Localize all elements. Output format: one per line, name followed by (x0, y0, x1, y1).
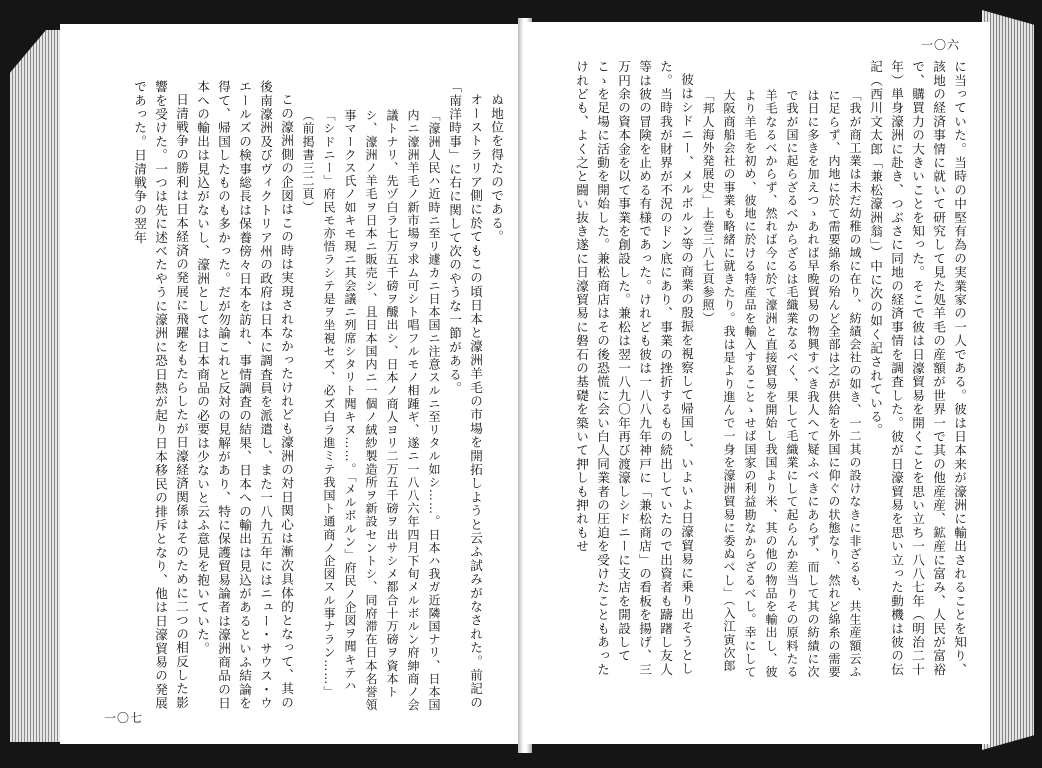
right-page-number: 一〇六 (920, 38, 960, 52)
left-quote-block: 「濠洲人民ハ近時ニ至リ遽カニ日本国ニ注意スルニ至リタル如シ……。日本ハ我ガ近隣国ナリ、日本国内ニ濠洲羊毛ノ新市場ヲ求ム可シト唱フルモノ相踵ギ、遂ニ一八八六年四月下旬メルボルン府紳商ノ会議トナリ、先ヅ白ラ七万五千磅ヲ醵出シ、日本ノ商人ヨリ二万五千磅ヲ出サシメ都合十万磅ヲ資本トシ、濠洲ノ羊毛ヲ日本ニ販売シ、且日本国内ニ一個ノ絨紗製造所ヲ新設セントシ、同府滞在日本名誉領事マークス氏ノ如キモ現ニ其会議ニ列席シタリト聞キヌ……。「メルボルン」府民ノ企図ヲ聞キテハ「シドニー」府民モ亦悟ラシテ是ヲ坐視セズ、必ズ白ラ進ミテ我国ト通商ノ企図スル事ナラン……」（前掲書三二頁） (301, 108, 441, 712)
left-paragraph-4: 日清戦争の勝利は日本経済の発展に飛躍をもたらしたが日濠経済関係はそのために二つの相反した影響を受けた。一つは先に述べたやうに濠洲に恐日熱が起り日本移民の排斥となり、他は日濠貿易の発展であった。日清戦争の翌年 (132, 80, 189, 711)
left-page-number: 一〇七 (104, 711, 144, 725)
right-quote-block: 「我が商工業は未だ幼稚の域に在り、紡績会社の如き、一二其の設けなきに非ざるも、共生産額云ふに足らず、内地に於て需要綿糸の殆んど全部は之が供給を外国に仰ぐの状態なり、然れど綿糸の需要は日に多きを加えつゝあれば早晩貿易の物興すべき我人へて疑ふべきにあらず、而して其の紡績に次で我が国に起らざるべからざるは毛織業なるべく、果して毛織業にして起らんか差当りその原料たる羊毛なるべからず、然れば今に於て濠洲と直接貿易を開始し我国より米、其の他の物品を輸出し、彼より羊毛を初め、彼地に於ける特産品を輸入することゝせば国家の利益勘なからざるべし。幸にして大阪商船会社の事業も略緒に就きたり。我は是より進んで一身を濠洲貿易に委ぬべし」（入江寅次郎「邦人海外発展史」上巻三八七頁参照） (701, 88, 862, 679)
right-paragraph-2: 彼はシドニー、メルボルン等の商業の殷振を視察して帰国し、いよいよ日濠貿易に乗り出そうとした。当時我が財界が不況のドン底にあり、事業の挫折するもの続出していたので出資者も躊躇し友人等は彼の冒険を止める有様であった。けれども彼は一八八九年神戸に「兼松商店」の看板を揚げ、三万円余の資本金を以て事業を創設した。兼松は翌一八九〇年再び渡濠しシドニーに支店を開設してこゝを足場に活動を開始した。兼松商店はその後恐慌に会い白人同業者の圧迫を受けたこともあったけれども、よく之と闘い抜き遂に日濠貿易に磐石の基礎を築いて押しも押れもせ (574, 60, 694, 677)
left-paragraph-1: ぬ地位を得たのである。 (489, 92, 504, 244)
left-paragraph-2: オーストラリア側に於てもこの頃日本と濠洲羊毛の市場を開拓しようと云ふ試みがなされた。前記の「南洋時事」に右に関して次のやうな一節がある。 (447, 80, 483, 710)
left-page-text (129, 80, 507, 712)
right-page (526, 22, 990, 744)
right-page-text (571, 60, 970, 685)
left-page (60, 24, 525, 744)
left-paragraph-3: この濠洲側の企図はこの時は実現されなかったけれども濠洲の対日関心は漸次具体的となって、其の後南濠洲及びヴィクトリア州の政府は日本に調査員を派遣し、また一八九五年にはニュー・サウス・ウエールズの検事総長は保養傍々日本を訪れ、事情調査の結果、日本への輸出は見込があるといふ結論を得て、帰国したものも多かった。だが勿論これと反対の見解があり、特に保護貿易論者は濠洲商品の日本への輸出は見込がないし、濠洲としては日本商品の必要は少ないと云ふ意見を抱いていた。 (195, 80, 294, 711)
right-paragraph-1: に当っていた。当時の中堅有為の実業家の一人である。彼は日本来が濠洲に輸出されることを知り、該地の経済事情に就いて研究して見た処羊毛の産額が世界一で其の他産産、鉱産に富み、人民が富裕で、購買力の大きいことを知った。そこで彼は日濠貿易を開くことを思い立ち一八八七年（明治二十年）単身濠洲に赴き、つぶさに同地の経済事情を調査した。彼が日濠貿易を思い立った動機は彼の伝記（西川文太郎「兼松濠洲翁」）中に次の如く記されている。 (868, 60, 967, 677)
